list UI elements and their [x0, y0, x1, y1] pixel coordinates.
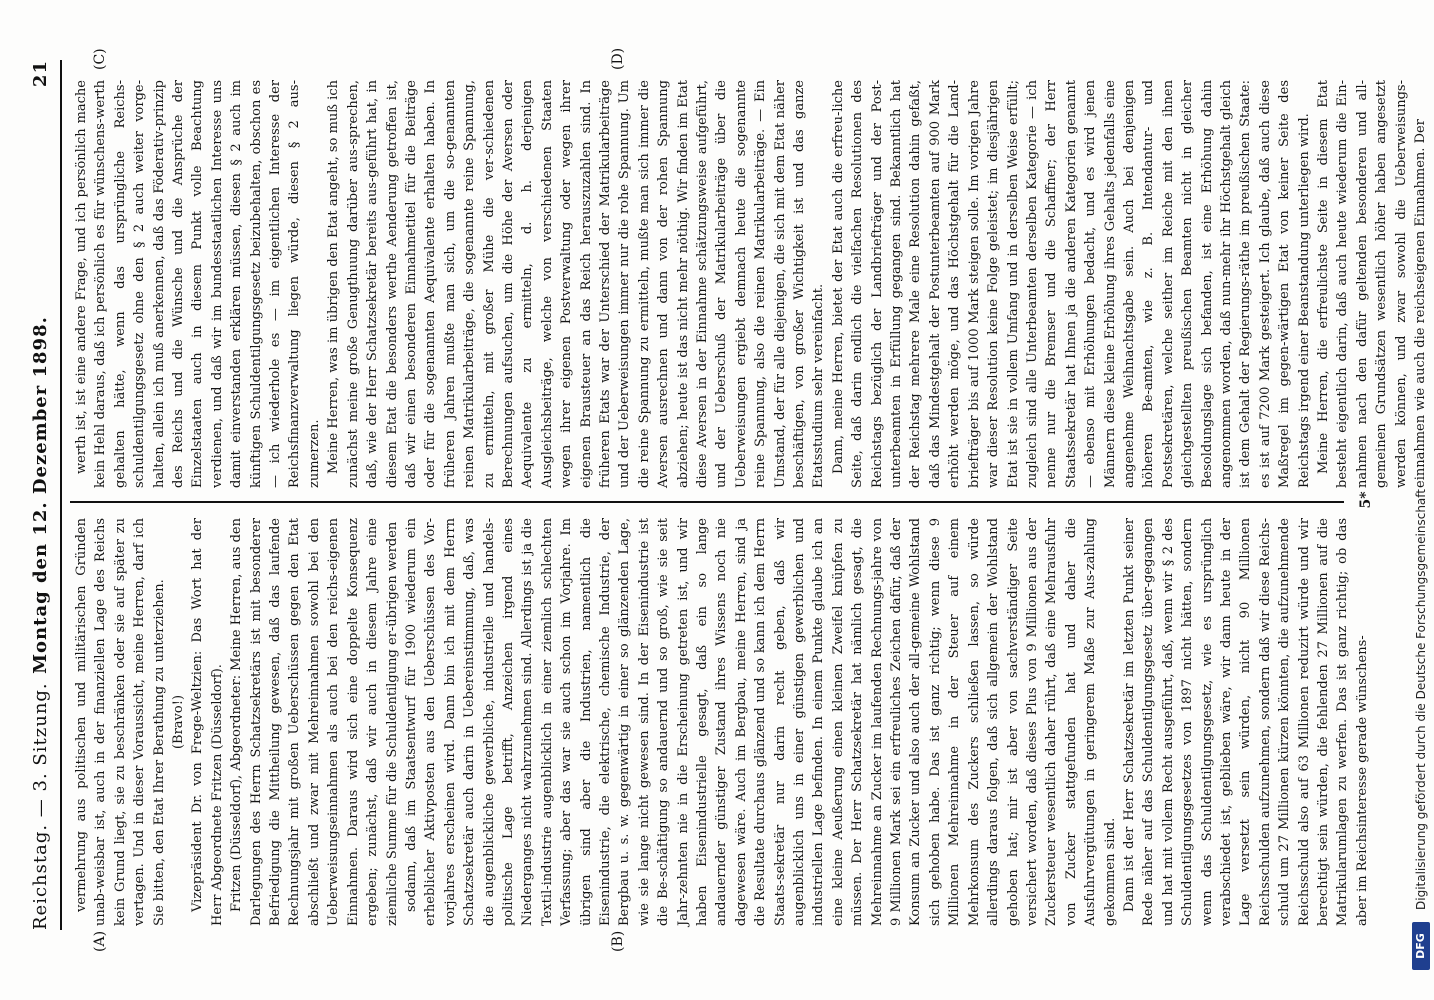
- margin-label-b: (B): [610, 930, 626, 952]
- column-divider: [70, 501, 1344, 503]
- digitization-credit: Digitalisierung gefördert durch die Deutsche Forschungsgemeinschaft: [1414, 488, 1428, 910]
- paragraph: vermehrung aus politischen und militärischen Gründen unab-weisbar ist, auch in der finanziellen Lage des Reichs kein Grund liegt, sie zu beschränken oder sie auf später zu vertagen. Und in dieser Voraussicht, meine Herren, darf ich Sie bitten, den Etat Ihrer Berathung zu unterziehen.: [74, 518, 167, 926]
- margin-label-d: (D): [610, 47, 626, 70]
- paragraph: Vizepräsident Dr. von Frege-Weltzien: Das Wort hat der Herr Abgeordnete Fritzen (Düsseldorf).: [190, 518, 225, 926]
- margin-label-c: (C): [92, 48, 108, 70]
- margin-label-a: (A): [92, 930, 108, 952]
- paragraph: Meine Herren, die erfreulichste Seite in diesem Etat besteht eigentlich darin, daß auch heute wiederum die Ein-nahmen nach den dafür geltenden besonderen und all-gemeinen Grundsätzen wesentlich höher haben angesetzt werden können, und zwar sowohl die Ueberweisungs-einnahmen wie auch die reichseigenen Einnahmen. Der: [1316, 80, 1429, 488]
- paragraph: werth ist, ist eine andere Frage, und ich persönlich mache kein Hehl daraus, daß ich persönlich es für wünschens-werth gehalten hätte, wenn das ursprüngliche Reichs-schuldentilgungsgesetz ohne den § 2 auch weiter vorge-halten, allein ich muß anerkennen, daß das Föderativ-prinzip des Reichs und die Wünsche und die Ansprüche der Einzelstaaten auch in diesem Punkt volle Beachtung verdienen, und daß wir im bundesstaatlichen Interesse uns damit einverstanden erklären müssen, diesen § 2 auch im künftigen Schuldentilgungsgesetz beizubehalten, obschon es — ich wiederhole es — im eigentlichen Interesse der Reichsfinanzverwaltung liegen würde, diesen § 2 aus-zumerzen.: [74, 80, 322, 488]
- page-header: [28, 60, 54, 930]
- right-column: [72, 80, 1429, 488]
- left-column: [72, 518, 1370, 926]
- page-number: 21: [30, 60, 51, 88]
- applause-note: (Bravo!): [171, 694, 187, 750]
- paragraph: Dann, meine Herren, bietet der Etat auch die erfreu-liche Seite, daß darin endlich die vielfachen Resolutionen des Reichstags bezüglich der Landbriefträger und der Post-unterbeamten in Erfüllung gegangen sind. Bekanntlich hat der Reichstag mehrere Male eine Resolution dahin gefaßt, daß das Mindestgehalt der Postunterbeamten auf 900 Mark erhöht werden möge, und das Höchstgehalt für die Land-briefträger bis auf 1000 Mark steigen solle. Im vorigen Jahre war dieser Resolution keine Folge geleistet; im diesjährigen Etat ist sie in vollem Umfang und in derselben Weise erfüllt; zugleich sind alle Unterbeamten derselben Kategorie — ich nenne nur die Bremser und die Schaffner; der Herr Staatssekretär hat Ihnen ja die anderen Kategorien genannt — ebenso mit Erhöhungen bedacht, und es wird jenen Männern diese kleine Erhöhung ihres Gehalts jedenfalls eine angenehme Weihnachtsgabe sein. Auch bei denjenigen höheren Be-amten, wie z. B. Intendantur- und Postsekretären, welche seither im Reiche mit den ihnen gleichgestellten preußischen Beamten nicht in gleicher Besoldungslage sich befanden, ist eine Erhöhung dahin angenommen worden, daß nun-mehr ihr Höchstgehalt gleich ist dem Gehalt der Regierungs-räthe im preußischen Staate: es ist auf 7200 Mark gesteigert. Ich glaube, daß auch diese Maßregel im gegen-wärtigen Etat von keiner Seite des Reichstags irgend einer Beanstandung unterliegen wird.: [830, 80, 1312, 488]
- paragraph: Fritzen (Düsseldorf), Abgeordneter: Meine Herren, aus den Darlegungen des Herrn Schatzsekretärs ist mit besonderer Befriedigung die Mittheilung gewesen, daß das laufende Rechnungsjahr mit großen Ueberschüssen gegen den Etat abschließt und zwar mit Mehreinnahmen sowohl bei den Ueberweisungseinnahmen als auch bei den reichs-eigenen Einnahmen. Daraus wird sich eine doppelte Konsequenz ergeben; zunächst, daß wir auch in diesem Jahre eine ziemliche Summe für die Schuldentilgung er-übrigen werden: [229, 518, 400, 926]
- dfg-logo: DFG: [1412, 922, 1430, 970]
- header-date: Montag den 12. Dezember 1898.: [30, 316, 51, 674]
- paragraph: Dann ist der Herr Schatzsekretär im letzten Punkt seiner Rede näher auf das Schuldentilgungsgesetz über-gegangen und hat mit vollem Recht ausgeführt, daß, wenn wir § 2 des Schuldentilgungsgesetzes von 1897 nicht hätten, sondern wenn das Schuldentilgungsgesetz, wie es ursprünglich verabschiedet ist, geblieben wäre, wir dann heute in der Lage versetzt sein würden, nicht 90 Millionen Reichsschulden aufzunehmen, sondern daß wir diese Reichs-schuld um 27 Millionen kürzen könnten, die aufzunehmende Reichsschuld also auf 63 Millionen reduzirt würde und wir berechtigt sein würden, die fehlenden 27 Millionen auf die Matrikularumlagen zu werfen. Das ist ganz richtig; ob das aber im Reichsinteresse gerade wünschens-: [1121, 518, 1370, 926]
- paragraph: sodann, daß im Staatsentwurf für 1900 wiederum ein erheblicher Aktivposten aus den Ueberschüssen des Vor-vorjahres erscheinen wird. Dann bin ich mit dem Herrn Schatzsekretär auch darin in Uebereinstimmung, daß, was die augenblickliche gewerbliche, industrielle und handels-politische Lage betrifft, Anzeichen irgend eines Niederganges nicht wahrzunehmen sind. Allerdings ist ja die Textil-industrie augenblicklich in einer ziemlich schlechten Verfassung; aber das war sie auch schon im Vorjahre. Im übrigen sind aber die Industrien, namentlich die Eisenindustrie, die elektrische, chemische Industrie, der Bergbau u. s. w. gegenwärtig in einer so glänzenden Lage, wie sie lange nicht gewesen sind. In der Eisenindustrie ist die Be-schäftigung so andauernd und so groß, wie sie seit Jahr-zehnten nie in die Erscheinung getreten ist, und wir haben Eisenindustrielle gesagt, daß ein so lange andauernder günstiger Zustand ihres Wissens noch nie dagewesen wäre. Auch im Bergbau, meine Herren, sind ja die Resultate durchaus glänzend und so kann ich dem Herrn Staats-sekretär nur darin recht geben, daß wir augenblicklich uns in einer günstigen gewerblichen und industriellen Lage befinden. In einem Punkte glaube ich an eine kleine Aeußerung einen kleinen Zweifel knüpfen zu müssen. Der Herr Schatzsekretär hat nämlich gesagt, die Mehreinnahme an Zucker im laufenden Rechnungs-jahre von 9 Millionen Mark sei ein erfreuliches Zeichen dafür, daß der Konsum an Zucker und also auch der all-gemeine Wohlstand sich gehoben habe. Das ist ganz richtig; wenn diese 9 Millionen Mehreinnahme in der Steuer auf einem Mehrkonsum des Zuckers schließen lassen, so würde allerdings daraus folgen, daß sich allgemein der Wohlstand gehoben hat; mir ist aber von sachverständiger Seite versichert worden, daß dieses Plus von 9 Millionen aus der Zuckersteuer wesentlich daher rührt, daß eine Mehrausfuhr von Zucker stattgefunden hat und daher die Ausfuhrvergütungen in geringerem Maße zur Aus-zahlung gekommen sind.: [403, 518, 1118, 926]
- header-session: Reichstag. — 3. Sitzung.: [30, 682, 51, 930]
- signature-mark: 5*: [1358, 491, 1374, 509]
- header-rule: [60, 60, 62, 930]
- paragraph: Meine Herren, was im übrigen den Etat angeht, so muß ich zunächst meine große Genugthuung darüber aus-sprechen, daß, wie der Herr Schatzsekretär bereits aus-geführt hat, in diesem Etat die besonders werthe Aenderung getroffen ist, daß wir einen besonderen Einnahmetitel für die Beiträge oder für die sogenannten Aequivalente erhalten haben. In früheren Jahren mußte man sich, um die so-genannten reinen Matrikularbeiträge, die sogenannte reine Spannung, zu ermitteln, mit großer Mühe die ver-schiedenen Berechnungen aufsuchen, um die Höhe der Aversen oder Aequivalente zu ermitteln, d. h. derjenigen Ausgleichsbeiträge, welche von verschiedenen Staaten wegen ihrer eigenen Postverwaltung oder wegen ihrer eigenen Brausteuer an das Reich herauszuzahlen sind. In früheren Etats war der Unterschied der Matrikularbeiträge und der Ueberweisungen immer nur die rohe Spannung. Um die reine Spannung zu ermitteln, mußte man sich immer die Aversen ausrechnen und dann von der rohen Spannung abziehen; heute ist das nicht mehr nöthig. Wir finden im Etat diese Aversen in der Einnahme schätzungsweise aufgeführt, und der Ueberschuß der Matrikularbeiträge über die Ueberweisungen ergiebt demnach heute die sogenannte reine Spannung, also die reinen Matrikularbeiträge. — Ein Umstand, der für alle diejenigen, die sich mit dem Etat näher beschäftigen, von großer Wichtigkeit ist und das ganze Etatsstudium sehr vereinfacht.: [326, 80, 827, 488]
